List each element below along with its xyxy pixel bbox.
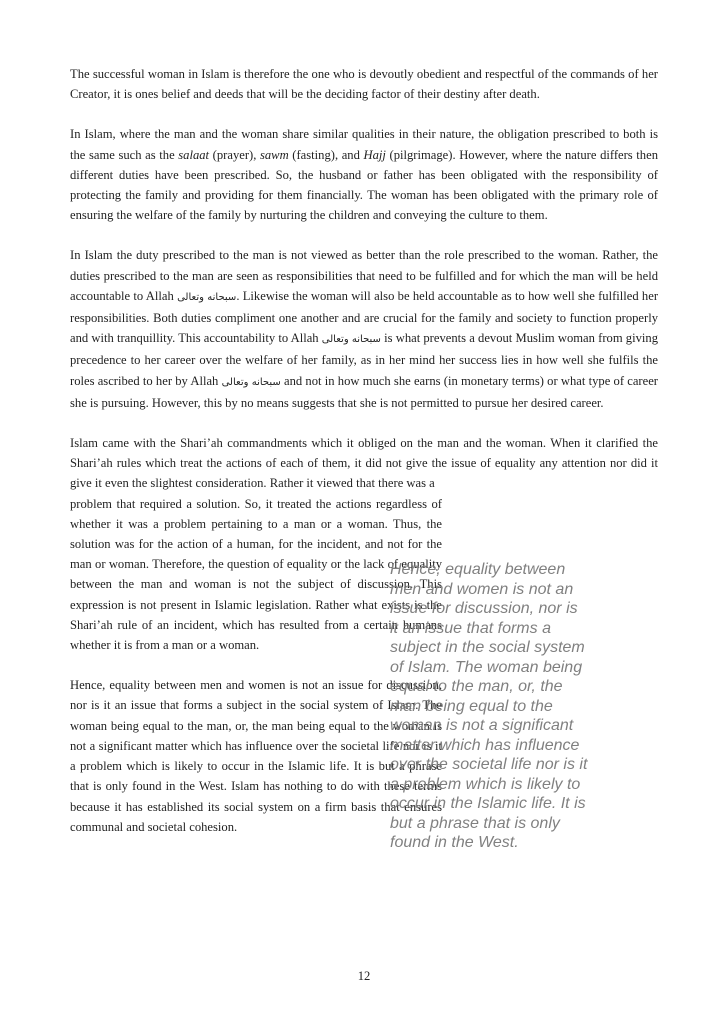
- arabic-phrase: سبحانه وتعالى: [321, 334, 381, 346]
- text-run: (pilgrimage). However, where the nature differs then different duties have been prescribed. So, the husband or father has been obligated with the responsibility of protecting the family and providing for them financially. The woman has been obligated with the primary role of ensuring the welfare of the family by nurturing the children and conveying the culture to them.: [70, 147, 658, 223]
- text-run: and not in how much she earns (in monetary terms) or what type of career she is pursuing. However, this by no means suggests that she is not permitted to pursue her desired career.: [70, 373, 658, 410]
- paragraph-obligations: [70, 124, 658, 225]
- paragraph-successful-woman: The successful woman in Islam is therefore the one who is devoutly obedient and respectful of the commands of her Creator, it is ones belief and deeds that will be the deciding factor of their destiny after death.: [70, 67, 658, 102]
- term-hajj: Hajj: [363, 147, 386, 162]
- paragraph-duties: [70, 245, 658, 413]
- pull-quote: Hence, equality between men and women is not an issue for discussion, nor is it an issue that forms a subject in the social system of Islam. The woman being equal to the man, or, the man being equal to the woman is not a significant matter which has influence over the societal life nor is it a problem which is likely to occur in the Islamic life. It is but a phrase that is only found in the West.: [390, 561, 588, 851]
- text-run: (fasting), and: [288, 147, 364, 162]
- text-run: . Likewise the woman will also be held accountable as to how well she fulfilled her responsibilities. Both duties compliment one another and are crucial for the family and society to function properly and with tranquillity. This accountability to Allah: [70, 288, 659, 346]
- text-run: (prayer),: [209, 147, 260, 162]
- text-run: Islam came with the Shari’ah commandments which it obliged on the man and the woman. When it clarified the Shari’ah rules which treat the actions of each of them, it did not give the issue of equality any attention nor did it give it even the slightest consideration. Rather it viewed that there was a: [70, 436, 658, 491]
- text-run: In Islam the duty prescribed to the man is not viewed as better than the role prescribed to the woman. Rather, the duties prescribed to the man are seen as responsibilities that need to be fulfilled and for which the man will be held accountable to Allah: [70, 248, 658, 303]
- term-sawm: sawm: [259, 147, 289, 162]
- term-salaat: salaat: [178, 147, 210, 162]
- page-number: 12: [357, 969, 371, 983]
- arabic-phrase: سبحانه وتعالى: [221, 376, 281, 388]
- text-run: is what prevents a devout Muslim woman from giving precedence to her career over the welfare of her family, as in her mind her success lies in how well she fulfils the roles ascribed to her by Allah: [70, 331, 658, 388]
- arabic-phrase: سبحانه وتعالى: [177, 291, 237, 303]
- text-run: problem that required a solution. So, it treated the actions regardless of whether it was a problem pertaining to a man or a woman. Thus, the solution was for the action of a human, for the incident, and not for the man or woman. Therefore, the question of equality or the lack of equality between the man and woman is not the subject of discussion. This expression is not present in Islamic legislation. Rather what exists is the Shari’ah rule of an incident, which has resulted from a certain humans whether it is from a man or a woman.: [70, 496, 442, 653]
- text-run: In Islam, where the man and the woman share similar qualities in their nature, the obligation prescribed to both is the same such as the: [70, 127, 658, 162]
- paragraph-equality: Hence, equality between men and women is not an issue for discussion, nor is it an issue that forms a subject in the social system of Islam. The woman being equal to the man, or, the man being equal to the woman is not a significant matter which has influence over the societal life nor is it a problem which is likely to occur in the Islamic life. It is but a phrase that is only found in the West. Islam has nothing to do with these terms because it has established its social system on a firm basis that ensures communal and societal cohesion.: [70, 678, 442, 834]
